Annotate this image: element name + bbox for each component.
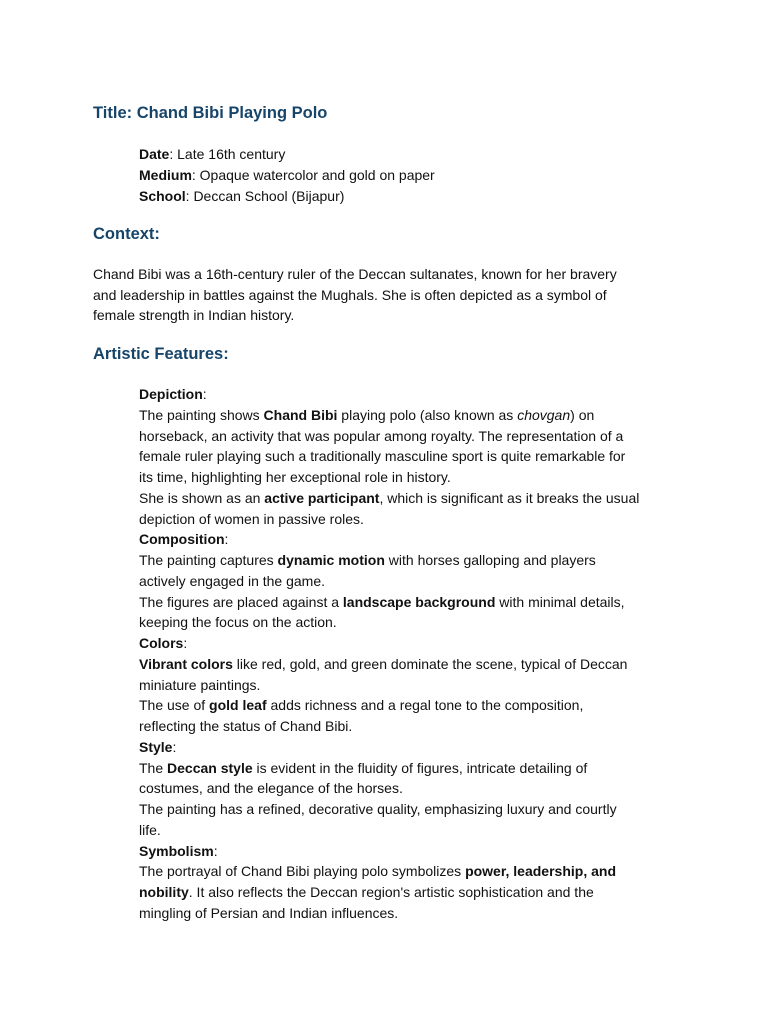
context-line: female strength in Indian history. [93, 307, 295, 324]
document-title: Title: Chand Bibi Playing Polo [93, 104, 328, 122]
context-paragraph [93, 264, 683, 326]
feature-line: nobility. It also reflects the Deccan region's artistic sophistication and the [139, 884, 594, 900]
context-line: and leadership in battles against the Mughals. She is often depicted as a symbol of [93, 286, 607, 303]
feature-line: The painting shows Chand Bibi playing polo (also known as chovgan) on [139, 406, 595, 423]
colors-label-line: Colors: [139, 635, 188, 651]
feature-line: The portrayal of Chand Bibi playing polo symbolizes power, leadership, and [139, 863, 616, 880]
symbolism-label-line: Symbolism: [139, 842, 218, 859]
context-heading: Context: [93, 225, 160, 243]
style-label: Style [139, 738, 173, 755]
meta-medium: Medium: Opaque watercolor and gold on paper [139, 167, 435, 183]
feature-line: miniature paintings. [139, 676, 261, 693]
context-line: Chand Bibi was a 16th-century ruler of the Deccan sultanates, known for her bravery [93, 266, 617, 282]
feature-line: Vibrant colors like red, gold, and green dominate the scene, typical of Deccan [139, 655, 628, 672]
feature-line: The figures are placed against a landscape background with minimal details, [139, 593, 625, 610]
artistic-features-heading: Artistic Features: [93, 345, 229, 363]
feature-line: reflecting the status of Chand Bibi. [139, 718, 353, 734]
feature-line: She is shown as an active participant, which is significant as it breaks the usual [139, 489, 640, 506]
style-label-line: Style: [139, 738, 177, 755]
artwork-metadata [139, 144, 435, 207]
symbolism-label: Symbolism [139, 842, 214, 859]
composition-label: Composition [139, 531, 225, 548]
feature-line: The use of gold leaf adds richness and a regal tone to the composition, [139, 697, 584, 714]
feature-line: costumes, and the elegance of the horses. [139, 780, 403, 797]
feature-line: The Deccan style is evident in the fluidity of figures, intricate detailing of [139, 759, 588, 776]
depiction-label-line: Depiction: [139, 386, 207, 402]
feature-line: depiction of women in passive roles. [139, 510, 364, 527]
feature-line: The painting captures dynamic motion with horses galloping and players [139, 552, 596, 568]
feature-line: keeping the focus on the action. [139, 614, 337, 631]
feature-line: female ruler playing such a traditionally masculine sport is quite remarkable for [139, 448, 626, 465]
feature-line: its time, highlighting her exceptional role in history. [139, 469, 451, 485]
feature-line: mingling of Persian and Indian influences. [139, 904, 399, 921]
colors-label: Colors [139, 635, 184, 651]
feature-line: actively engaged in the game. [139, 572, 326, 589]
feature-line: The painting has a refined, decorative quality, emphasizing luxury and courtly [139, 801, 617, 817]
feature-line: horseback, an activity that was popular among royalty. The representation of a [139, 427, 624, 444]
meta-school: School: Deccan School (Bijapur) [139, 188, 345, 204]
depiction-label: Depiction [139, 386, 203, 402]
composition-label-line: Composition: [139, 531, 229, 548]
features-body [139, 384, 639, 924]
feature-line: life. [139, 821, 161, 838]
meta-date: Date: Late 16th century [139, 146, 286, 162]
